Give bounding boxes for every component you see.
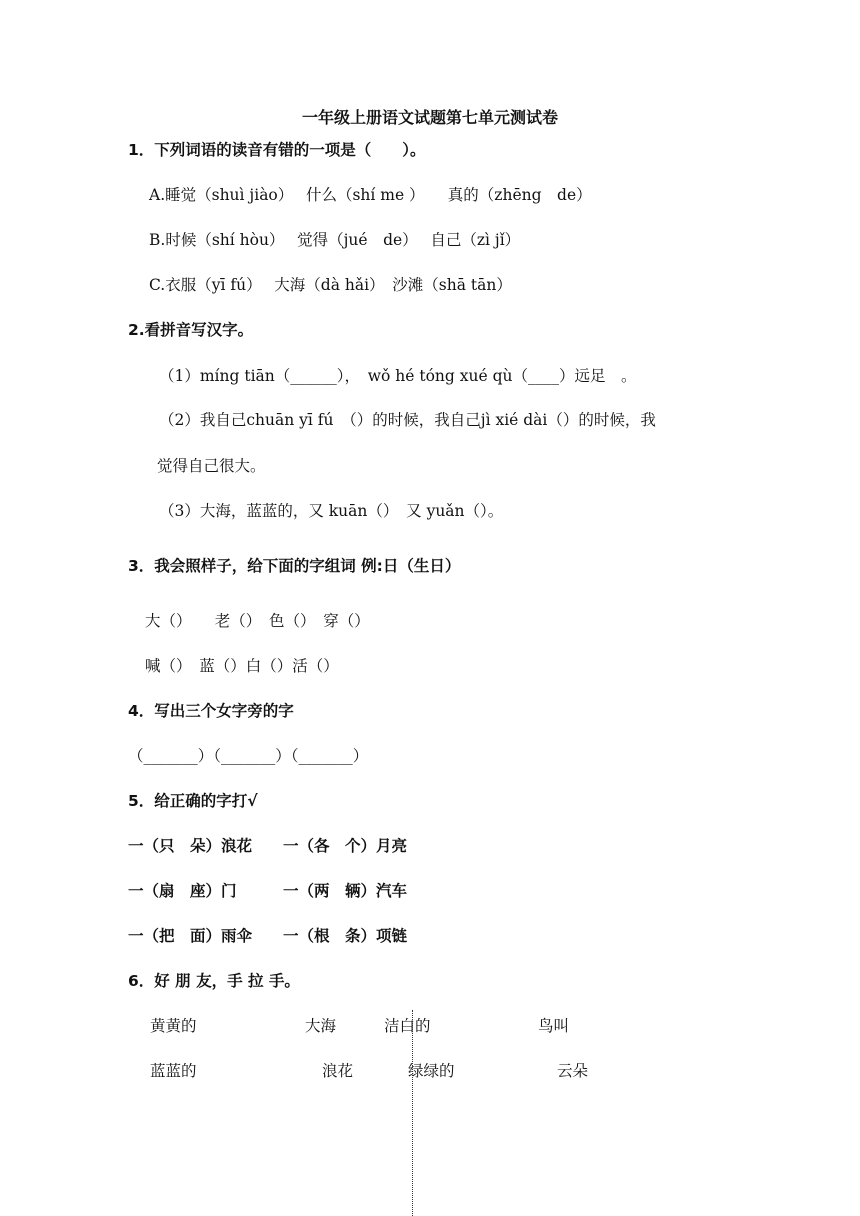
- q2-line-3: （3）大海，蓝蓝的，又 kuān（） 又 yuǎn（）。: [159, 502, 504, 520]
- q3-row-1: 大（） 老（） 色（） 穿（）: [145, 612, 370, 630]
- q5-row-1: 一（只 朵）浪花 一（各 个）月亮: [128, 837, 408, 855]
- q3-row-2: 喊（） 蓝（）白（）活（）: [145, 657, 339, 675]
- q6-mid1-1: 大海: [305, 1017, 337, 1035]
- question-1-heading: 1．下列词语的读音有错的一项是（ ）。: [128, 141, 426, 159]
- matching-divider-line: [412, 1010, 413, 1216]
- q5-row-3: 一（把 面）雨伞 一（根 条）项链: [128, 927, 408, 945]
- question-3-heading: 3．我会照样子，给下面的字组词 例:日（生日）: [128, 557, 461, 575]
- q2-line-1: （1）míng tiān（______）， wǒ hé tóng xué qù（____）远足 。: [159, 367, 637, 385]
- q6-mid1-2: 浪花: [322, 1062, 354, 1080]
- question-4-heading: 4．写出三个女字旁的字: [128, 702, 294, 720]
- q2-line-2: （2）我自己chuān yī fú （）的时候，我自己jì xié dài（）的时候，我: [159, 411, 656, 429]
- q4-blanks: （_______）（_______）（_______）: [128, 747, 369, 765]
- question-2-heading: 2.看拼音写汉字。: [128, 321, 254, 339]
- q6-mid2-1: 洁白的: [384, 1017, 431, 1035]
- q2-line-2-cont: 觉得自己很大。: [157, 457, 266, 475]
- q6-left-2: 蓝蓝的: [150, 1062, 197, 1080]
- question-6-heading: 6．好 朋 友，手 拉 手。: [128, 972, 300, 990]
- q6-left-1: 黄黄的: [150, 1017, 197, 1035]
- q6-mid2-2: 绿绿的: [408, 1062, 455, 1080]
- q6-right-2: 云朵: [557, 1062, 589, 1080]
- q1-option-b: B.时候（shí hòu） 觉得（jué de） 自己（zì jǐ）: [149, 231, 521, 249]
- q1-option-c: C.衣服（yī fú） 大海（dà hǎi） 沙滩（shā tān）: [149, 276, 512, 294]
- page-title: 一年级上册语文试题第七单元测试卷: [301, 108, 558, 127]
- q6-right-1: 鸟叫: [538, 1017, 570, 1035]
- q1-option-a: A.睡觉（shuì jiào） 什么（shí me ） 真的（zhēng de）: [149, 186, 592, 204]
- q5-row-2: 一（扇 座）门 一（两 辆）汽车: [128, 882, 408, 900]
- question-5-heading: 5．给正确的字打√: [128, 792, 258, 810]
